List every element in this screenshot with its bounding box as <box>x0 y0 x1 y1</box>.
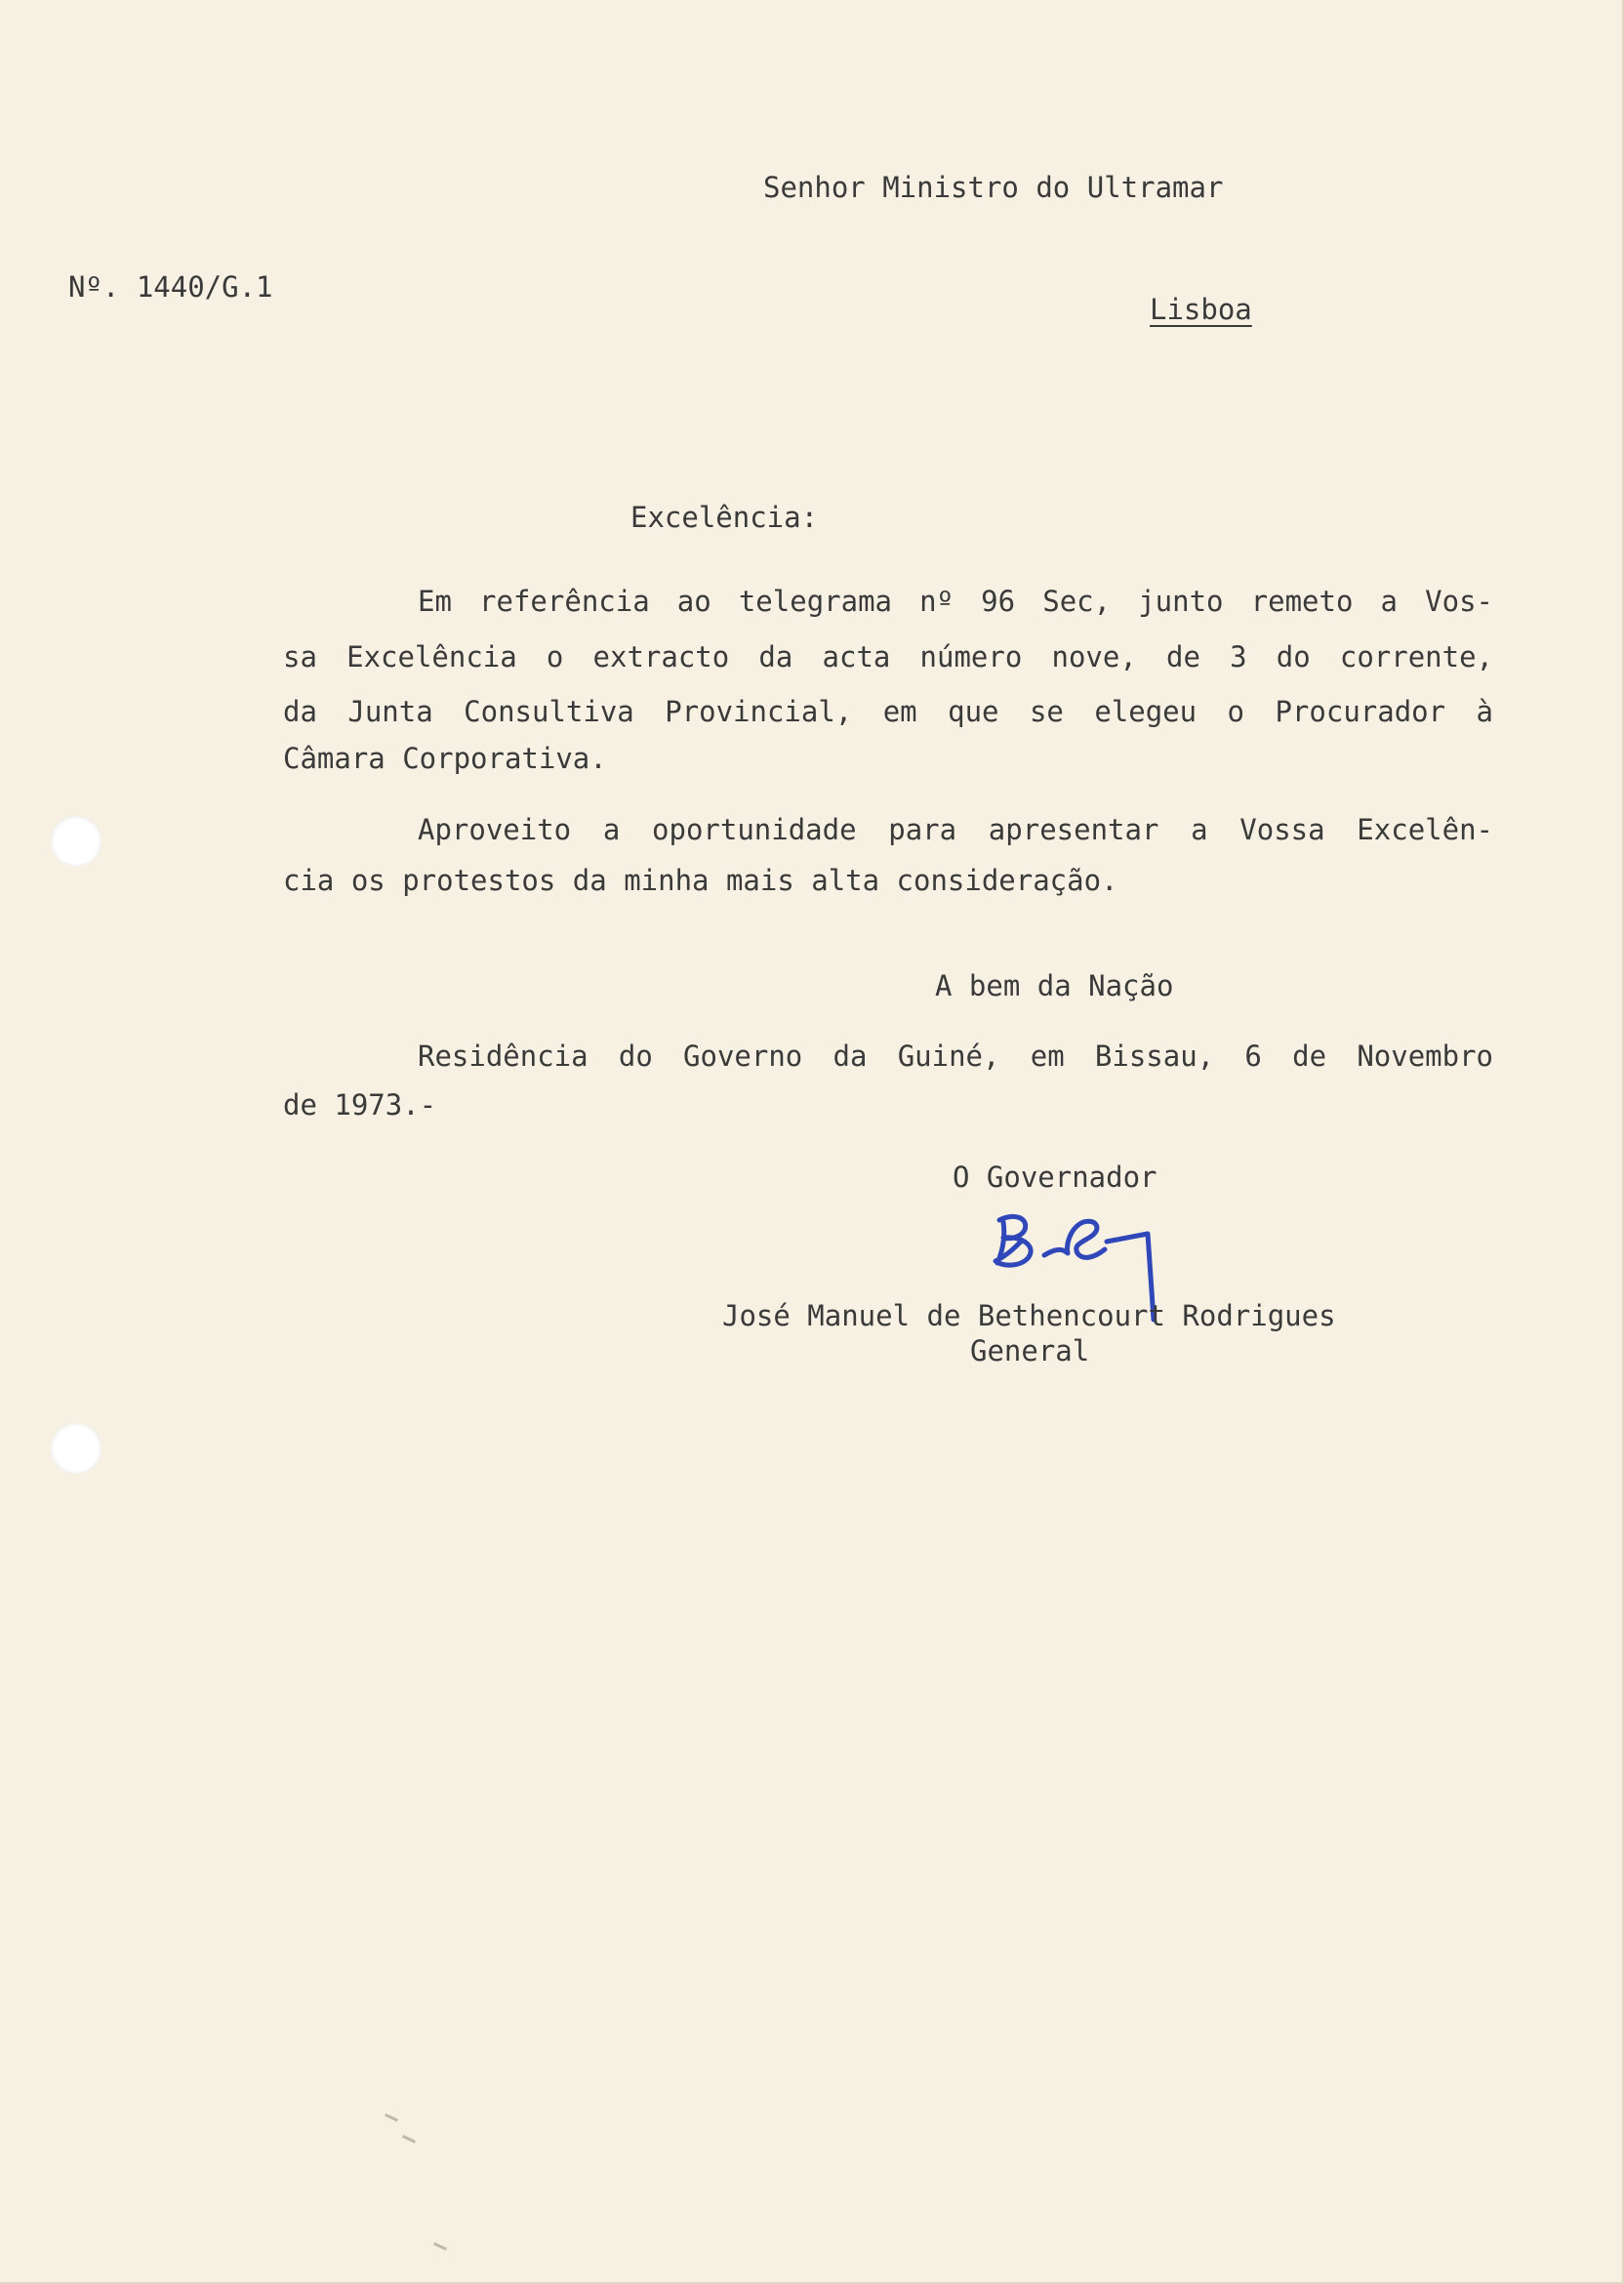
salutation: Excelência: <box>630 501 819 534</box>
paragraph1-line: da Junta Consultiva Provincial, em que se elegeu o Procurador à <box>283 695 1493 728</box>
punch-hole-lower <box>51 1423 102 1474</box>
signatory-rank: General <box>970 1334 1090 1367</box>
signatory-title: O Governador <box>953 1161 1157 1194</box>
paper-speck <box>402 2135 416 2143</box>
reference-number: Nº. 1440/G.1 <box>68 270 273 304</box>
paragraph1-line: sa Excelência o extracto da acta número nove, de 3 do corrente, <box>283 640 1493 673</box>
paragraph2-line: Aproveito a oportunidade para apresentar a Vossa Excelên- <box>418 813 1493 846</box>
paper-speck <box>385 2113 398 2122</box>
city: Lisboa <box>1150 293 1252 326</box>
paragraph1-line: Câmara Corporativa. <box>283 742 607 775</box>
punch-hole-upper <box>51 816 102 867</box>
paragraph1-line: Em referência ao telegrama nº 96 Sec, junto remeto a Vos- <box>418 585 1493 618</box>
paragraph2-line: cia os protestos da minha mais alta consideração. <box>283 864 1118 897</box>
place-date-line: Residência do Governo da Guiné, em Bissau, 6 de Novembro <box>418 1040 1493 1073</box>
addressee: Senhor Ministro do Ultramar <box>763 171 1224 204</box>
signatory-name: José Manuel de Bethencourt Rodrigues <box>722 1299 1336 1332</box>
closing: A bem da Nação <box>935 969 1174 1002</box>
place-date-line: de 1973.- <box>283 1088 437 1122</box>
paper-speck <box>433 2242 447 2251</box>
